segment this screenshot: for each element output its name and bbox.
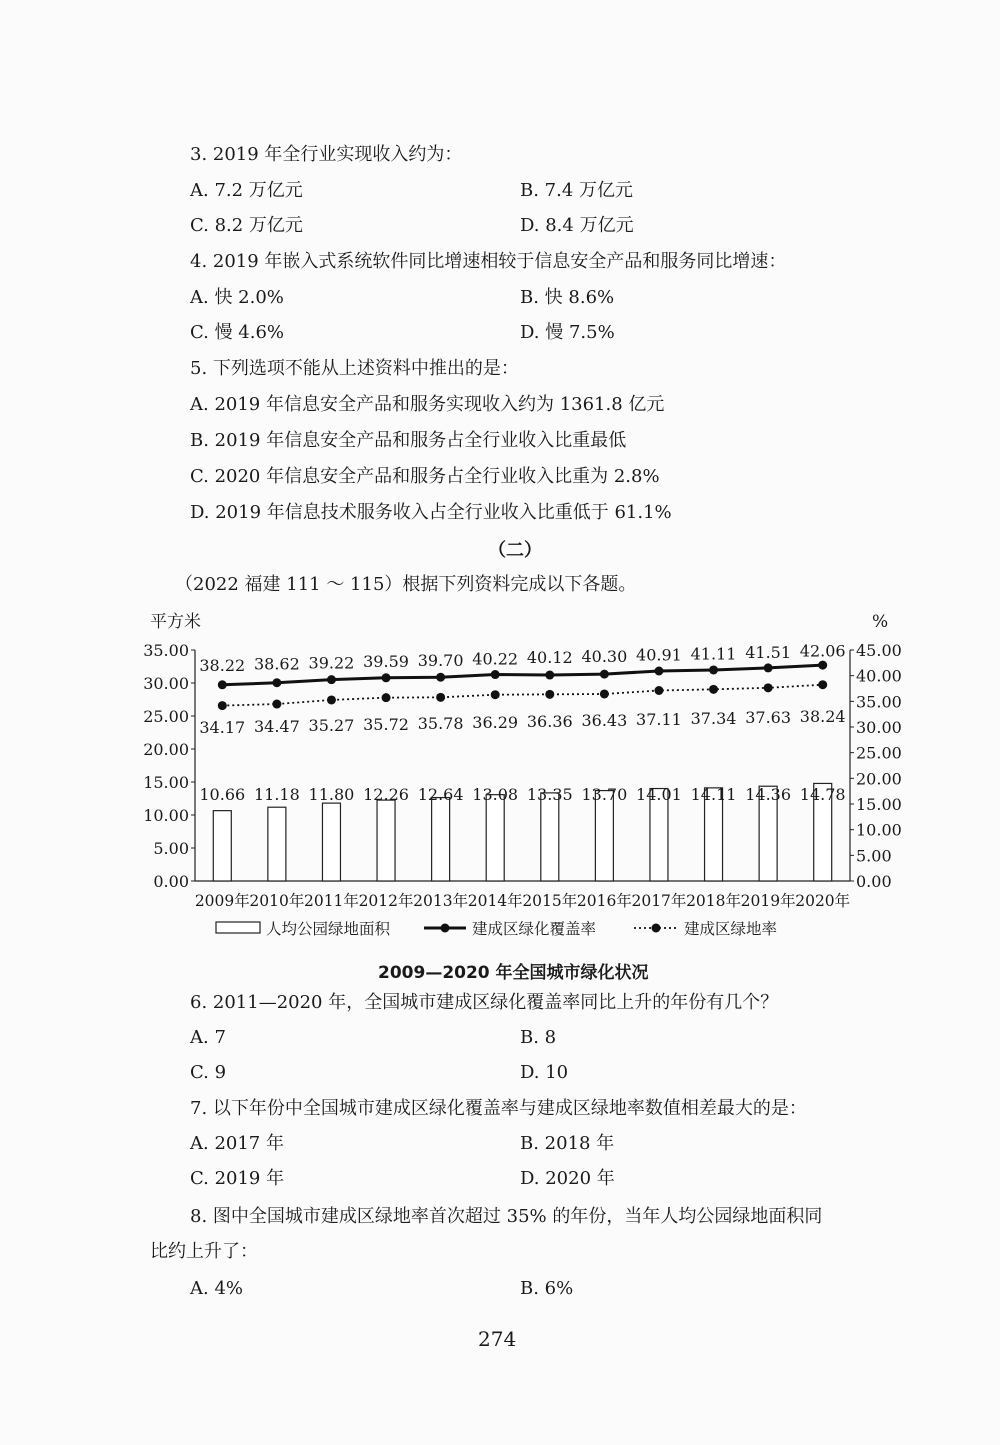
bar-value-label: 14.01 bbox=[636, 785, 682, 804]
green-space-rate-label: 36.43 bbox=[581, 711, 628, 730]
question-6-option-a[interactable]: A. 7 bbox=[190, 1027, 226, 1048]
green-space-rate-point bbox=[764, 683, 773, 692]
question-7-option-a[interactable]: A. 2017 年 bbox=[190, 1133, 284, 1154]
legend-coverage-label: 建成区绿化覆盖率 bbox=[472, 920, 597, 938]
question-6-option-d[interactable]: D. 10 bbox=[520, 1062, 569, 1083]
coverage-rate-label: 39.70 bbox=[417, 650, 464, 670]
bar-value-label: 14.11 bbox=[690, 785, 737, 804]
green-space-rate-label: 36.29 bbox=[472, 713, 519, 732]
green-space-rate-point bbox=[600, 689, 609, 698]
coverage-rate-point bbox=[709, 665, 718, 674]
question-8-stem-line1: 8. 图中全国城市建成区绿地率首次超过 35% 的年份，当年人均公园绿地面积同 bbox=[190, 1206, 823, 1227]
question-4-option-b[interactable]: B. 快 8.6% bbox=[520, 287, 615, 308]
right-tick-label: 40.00 bbox=[856, 666, 902, 686]
bar bbox=[268, 807, 286, 881]
green-space-rate-label: 37.11 bbox=[636, 710, 682, 729]
left-axis-unit: 平方米 bbox=[150, 612, 201, 632]
bar bbox=[322, 803, 340, 881]
question-3-option-c[interactable]: C. 8.2 万亿元 bbox=[190, 215, 303, 236]
coverage-rate-label: 42.06 bbox=[799, 641, 846, 661]
green-space-rate-point bbox=[818, 680, 827, 689]
question-4-option-d[interactable]: D. 慢 7.5% bbox=[520, 322, 615, 343]
question-8-stem-line2: 比约上升了： bbox=[150, 1241, 258, 1262]
right-tick-label: 5.00 bbox=[856, 846, 892, 866]
question-3-option-d[interactable]: D. 8.4 万亿元 bbox=[520, 215, 634, 236]
x-tick-label: 2019年 bbox=[740, 892, 796, 910]
bar-value-label: 13.70 bbox=[581, 785, 628, 804]
coverage-rate-point bbox=[218, 680, 227, 689]
x-tick-label: 2012年 bbox=[358, 892, 414, 910]
coverage-rate-label: 39.59 bbox=[363, 652, 409, 672]
green-space-rate-point bbox=[436, 693, 445, 702]
bar bbox=[486, 795, 504, 881]
green-space-rate-point bbox=[709, 685, 718, 694]
x-tick-label: 2009年 bbox=[194, 892, 250, 910]
x-tick-label: 2015年 bbox=[522, 892, 578, 910]
coverage-rate-point bbox=[272, 678, 281, 687]
left-tick-label: 0.00 bbox=[153, 872, 189, 891]
green-space-rate-label: 35.27 bbox=[308, 716, 355, 735]
x-tick-label: 2018年 bbox=[686, 892, 742, 910]
bar bbox=[432, 798, 450, 881]
question-4-stem: 4. 2019 年嵌入式系统软件同比增速相较于信息安全产品和服务同比增速： bbox=[190, 251, 787, 272]
bar-value-label: 10.66 bbox=[199, 785, 246, 804]
question-7-option-b[interactable]: B. 2018 年 bbox=[520, 1133, 615, 1154]
green-space-rate-label: 34.17 bbox=[199, 718, 246, 737]
x-tick-label: 2014年 bbox=[467, 892, 523, 910]
green-space-rate-point bbox=[491, 690, 500, 699]
question-8-option-b[interactable]: B. 6% bbox=[520, 1278, 574, 1299]
question-6-option-c[interactable]: C. 9 bbox=[190, 1062, 227, 1083]
coverage-rate-label: 40.91 bbox=[636, 645, 682, 665]
question-6-option-b[interactable]: B. 8 bbox=[520, 1027, 557, 1048]
question-7-option-d[interactable]: D. 2020 年 bbox=[520, 1168, 615, 1189]
coverage-rate-point bbox=[600, 670, 609, 679]
right-tick-label: 30.00 bbox=[856, 718, 902, 737]
question-3-option-b[interactable]: B. 7.4 万亿元 bbox=[520, 180, 634, 201]
bar-value-label: 13.35 bbox=[526, 785, 573, 804]
green-space-rate-label: 35.72 bbox=[363, 715, 409, 734]
green-space-rate-label: 37.34 bbox=[690, 709, 737, 728]
page-number: 274 bbox=[478, 1327, 517, 1351]
left-tick-label: 25.00 bbox=[143, 707, 189, 726]
question-5-option-d[interactable]: D. 2019 年信息技术服务收入占全行业收入比重低于 61.1% bbox=[190, 502, 672, 523]
green-space-rate-point bbox=[327, 695, 336, 704]
green-space-rate-point bbox=[272, 700, 281, 709]
bar bbox=[213, 811, 231, 881]
green-space-rate-label: 36.36 bbox=[526, 712, 573, 731]
green-space-rate-line bbox=[222, 685, 822, 706]
question-7-stem: 7. 以下年份中全国城市建成区绿化覆盖率与建成区绿地率数值相差最大的是： bbox=[190, 1098, 807, 1119]
green-space-rate-label: 38.24 bbox=[799, 707, 846, 726]
coverage-rate-point bbox=[764, 663, 773, 672]
bar-value-label: 12.64 bbox=[417, 785, 464, 804]
question-6-stem: 6. 2011—2020 年，全国城市建成区绿化覆盖率同比上升的年份有几个？ bbox=[190, 992, 779, 1013]
green-space-rate-label: 35.78 bbox=[417, 714, 464, 733]
bar-value-label: 12.26 bbox=[363, 785, 409, 804]
legend-bar-label: 人均公园绿地面积 bbox=[266, 920, 391, 938]
question-5-option-b[interactable]: B. 2019 年信息安全产品和服务占全行业收入比重最低 bbox=[190, 430, 627, 451]
coverage-rate-point bbox=[491, 670, 500, 679]
x-tick-label: 2017年 bbox=[631, 892, 687, 910]
coverage-rate-label: 40.12 bbox=[526, 648, 573, 668]
coverage-rate-label: 41.11 bbox=[690, 644, 737, 664]
coverage-rate-label: 40.22 bbox=[472, 649, 519, 669]
left-tick-label: 30.00 bbox=[143, 674, 189, 693]
section-heading: （二） bbox=[488, 540, 542, 561]
chart-legend bbox=[216, 919, 777, 938]
left-tick-label: 35.00 bbox=[143, 641, 189, 660]
coverage-rate-label: 38.62 bbox=[253, 654, 300, 674]
question-5-option-c[interactable]: C. 2020 年信息安全产品和服务占全行业收入比重为 2.8% bbox=[190, 466, 660, 487]
green-space-rate-label: 37.63 bbox=[745, 708, 792, 727]
green-space-rate-point bbox=[218, 701, 227, 710]
section-intro: （2022 福建 111 ～ 115）根据下列资料完成以下各题。 bbox=[175, 574, 637, 595]
coverage-rate-label: 39.22 bbox=[308, 653, 355, 673]
bar-series bbox=[213, 783, 831, 881]
green-space-rate-point bbox=[654, 686, 663, 695]
coverage-rate-point bbox=[545, 671, 554, 680]
x-tick-label: 2010年 bbox=[249, 892, 305, 910]
question-5-stem: 5. 下列选项不能从上述资料中推出的是： bbox=[190, 358, 519, 379]
bar-value-label: 14.36 bbox=[745, 785, 792, 804]
coverage-rate-label: 38.22 bbox=[199, 656, 246, 675]
coverage-rate-point bbox=[436, 673, 445, 682]
right-tick-label: 35.00 bbox=[856, 692, 902, 712]
coverage-rate-point bbox=[818, 661, 827, 670]
question-4-option-a[interactable]: A. 快 2.0% bbox=[190, 287, 284, 308]
coverage-rate-label: 40.30 bbox=[581, 646, 628, 666]
green-space-rate-point bbox=[382, 693, 391, 702]
data-labels bbox=[199, 642, 845, 804]
question-8-option-a[interactable]: A. 4% bbox=[190, 1278, 243, 1299]
right-tick-label: 20.00 bbox=[856, 769, 902, 789]
green-space-rate-point bbox=[545, 690, 554, 699]
left-tick-label: 15.00 bbox=[143, 773, 189, 792]
coverage-rate-point bbox=[327, 675, 336, 684]
bar-value-label: 11.80 bbox=[308, 785, 355, 804]
question-4-option-c[interactable]: C. 慢 4.6% bbox=[190, 322, 285, 343]
right-tick-label: 25.00 bbox=[856, 743, 902, 763]
x-tick-label: 2013年 bbox=[413, 892, 469, 910]
right-tick-label: 0.00 bbox=[856, 872, 892, 891]
left-tick-label: 20.00 bbox=[143, 740, 189, 759]
bar bbox=[595, 791, 613, 881]
bar-value-label: 13.08 bbox=[472, 785, 519, 804]
chart-title: 2009—2020 年全国城市绿化状况 bbox=[378, 963, 649, 983]
legend-coverage-marker bbox=[441, 924, 450, 933]
right-axis-unit: % bbox=[872, 612, 889, 632]
bar-value-label: 14.78 bbox=[799, 785, 846, 804]
bar bbox=[541, 793, 559, 881]
x-tick-label: 2011年 bbox=[303, 892, 359, 910]
bar bbox=[377, 800, 395, 881]
question-3-stem: 3. 2019 年全行业实现收入约为： bbox=[190, 144, 463, 165]
legend-bar-swatch bbox=[216, 922, 260, 933]
coverage-rate-point bbox=[654, 666, 663, 675]
question-3-option-a[interactable]: A. 7.2 万亿元 bbox=[190, 180, 303, 201]
left-tick-label: 10.00 bbox=[143, 806, 189, 825]
legend-green-marker bbox=[652, 924, 661, 933]
coverage-rate-label: 41.51 bbox=[745, 643, 792, 662]
question-5-option-a[interactable]: A. 2019 年信息安全产品和服务实现收入约为 1361.8 亿元 bbox=[190, 394, 665, 415]
green-coverage-chart bbox=[0, 600, 1000, 950]
coverage-rate-point bbox=[382, 673, 391, 682]
right-tick-label: 10.00 bbox=[856, 820, 902, 840]
green-space-rate-label: 34.47 bbox=[253, 717, 300, 736]
question-7-option-c[interactable]: C. 2019 年 bbox=[190, 1168, 285, 1189]
left-tick-label: 5.00 bbox=[153, 839, 189, 858]
x-tick-label: 2016年 bbox=[576, 892, 632, 910]
right-tick-label: 45.00 bbox=[856, 641, 902, 660]
right-tick-label: 15.00 bbox=[856, 795, 902, 814]
legend-green-label: 建成区绿地率 bbox=[684, 920, 778, 938]
bar-value-label: 11.18 bbox=[253, 785, 300, 804]
x-tick-label: 2020年 bbox=[795, 892, 851, 910]
